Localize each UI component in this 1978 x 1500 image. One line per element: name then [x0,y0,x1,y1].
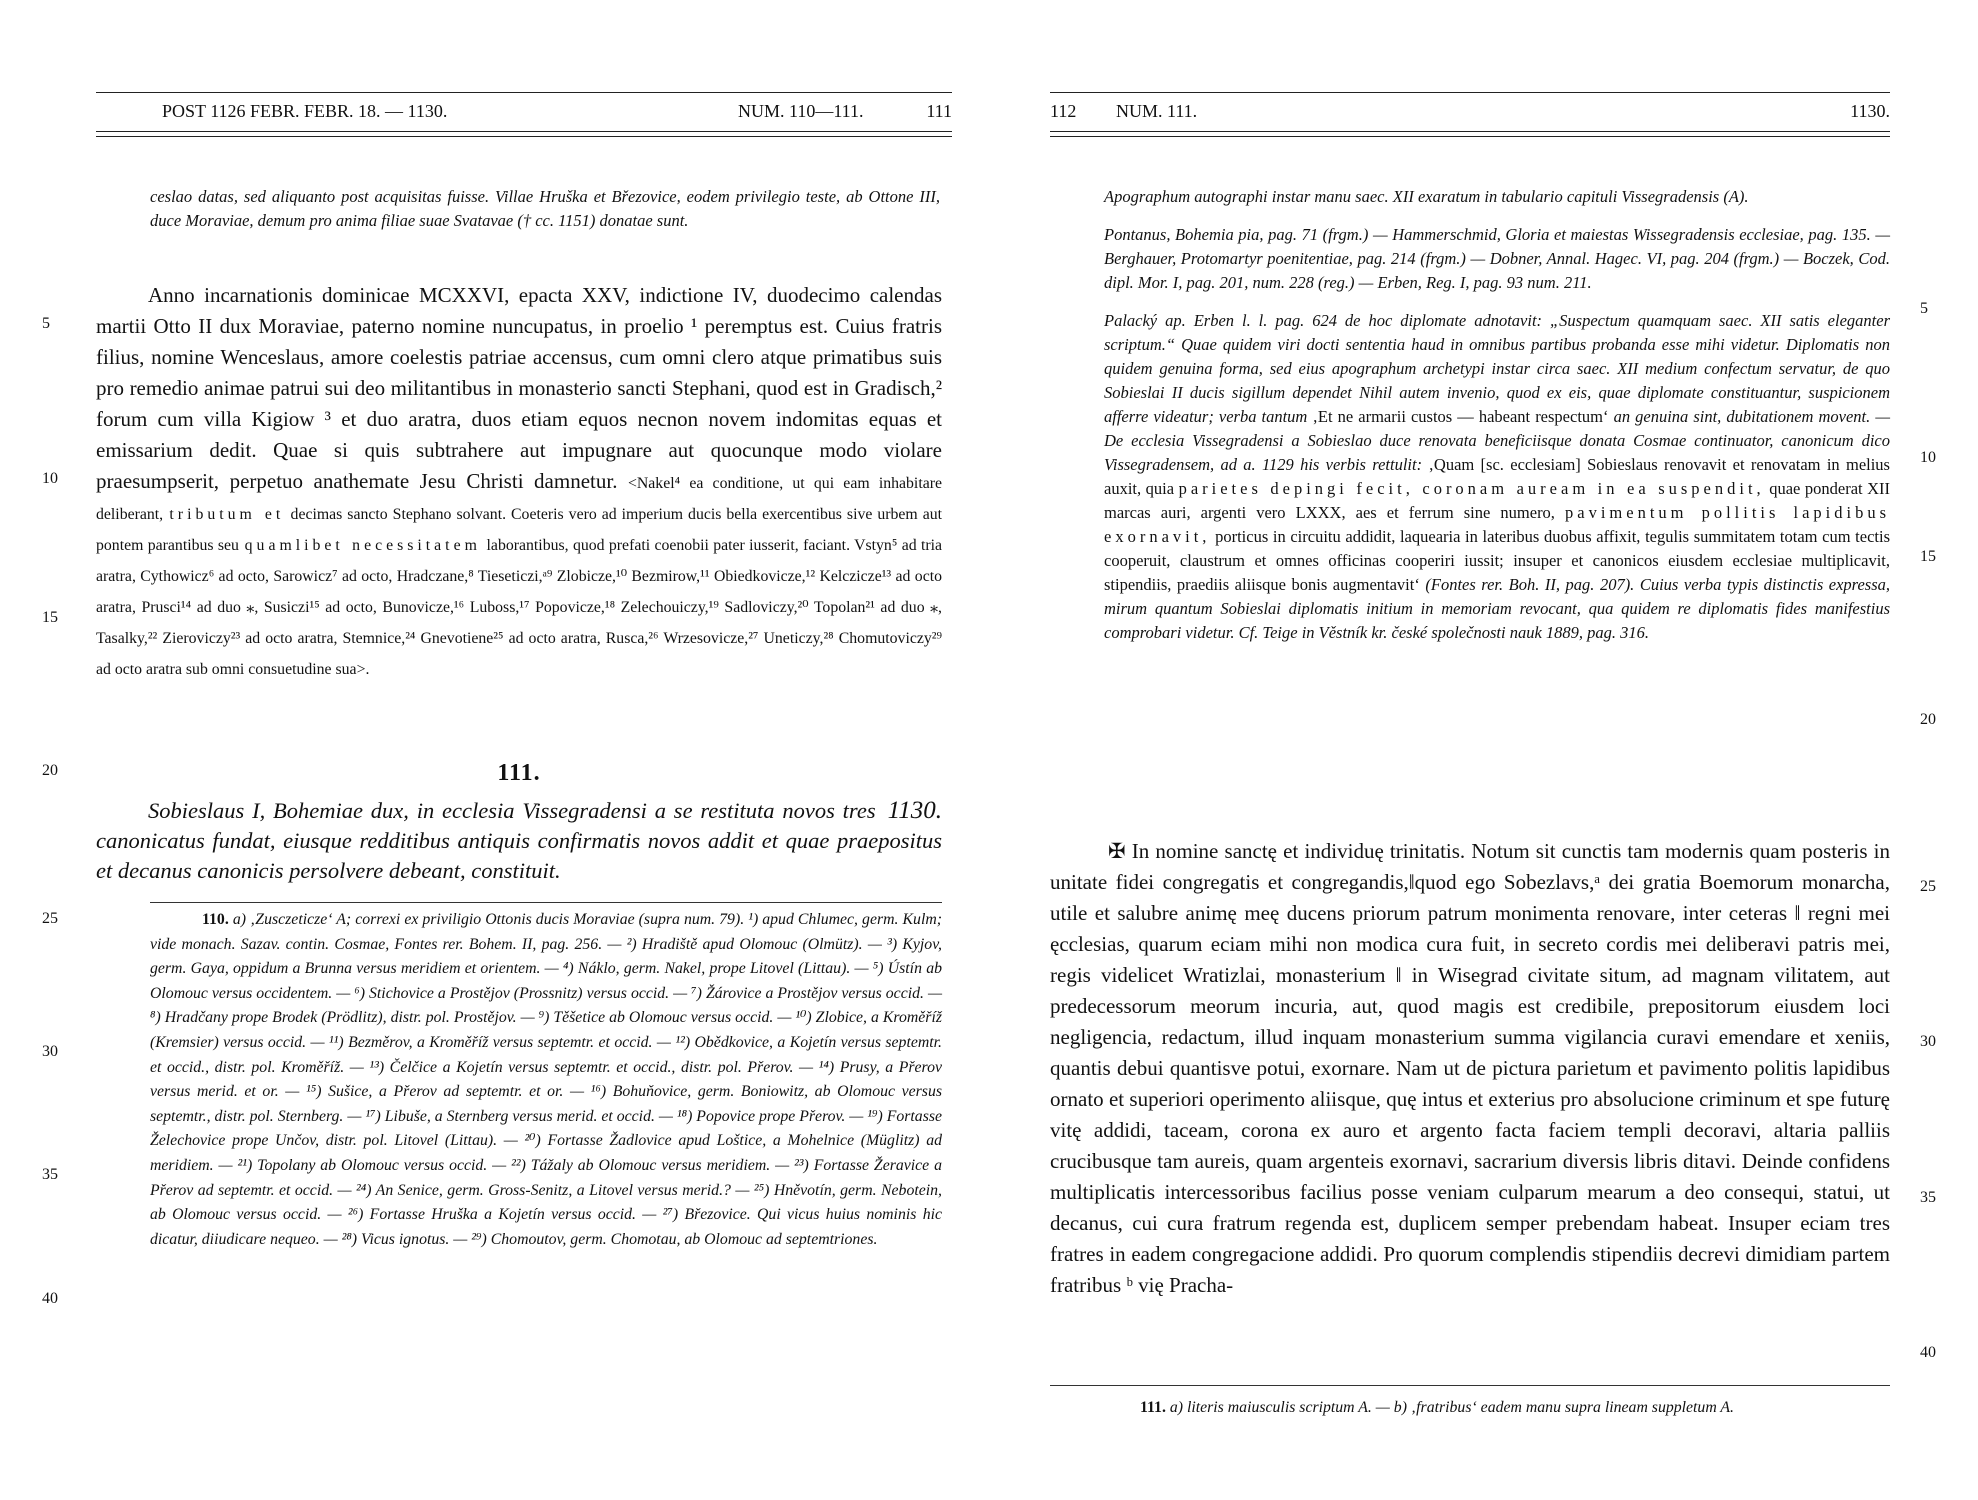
right-line-number: 10 [1920,449,1936,466]
left-page-number: 111 [926,101,952,121]
intro-note [150,185,940,233]
charter-text-body: ✠ In nomine sanctę et individuę trinitatis. Notum sit cunctis tam modernis quam posteris in unitate fidei congregatis et congregandis,‖quod ego Sobezlavs,ᵃ dei gratia Boemorum monarcha, utile et salubre animę meę ducens priorum patrum monimenta renovare, inter ceteras ‖ regni mei ęcclesias, quarum eciam mihi non modica cura fuit, in secreto cordis mei deliberavi patris mei, regis videlicet Wratizlai, monasterium ‖ in Wisegrad civitate situm, ad magnam vilitatem, aut predecessorum meorum incuria, aut, quod magis est credibile, prepositorum eiusdem loci negligencia, redactum, illud inquam monasterium summa vigilancia curavi emendare et xeniis, quantis debui quantisve potui, exornare. Nam ut de pictura parietum et pavimento politis lapidibus ornato et superiori operimento aliisque, quę intus et exterius pro absolucione criminum et spe futurę vitę addidi, taceam, corona ex auro et argento facta faciem templi decoravi, altaria palliis crucibusque tam aureis, quam argenteis exornavi, sacrarium diversis libris ditavi. Deinde confidens multiplicatis intercessoribus facilius posse veniam culparum mearum a deo consequi, statui, ut decanus, cui cura fratrum regenda est, duplicem semper prebendam habeat. Insuper eciam tres fratres in eadem congregacione addidi. Pro quorum complendis stipendiis decrevi dimidiam partem fratribus ᵇ vię Pracha- [1050,839,1890,1297]
right-line-number: 15 [1920,548,1936,565]
left-header-num: NUM. 110—111. [738,101,864,121]
right-footnotes [1104,1396,1890,1421]
left-header-title: POST 1126 FEBR. FEBR. 18. — 1130. [162,101,448,121]
chronicle-text [96,280,942,683]
chronicle-insert-1: <Nakel⁴ ea conditione, ut qui eam inhabitare deliberant, [96,475,942,523]
right-line-number: 5 [1920,300,1928,317]
left-line-number: 20 [42,762,58,779]
right-line-number: 25 [1920,878,1936,895]
right-line-number: 20 [1920,711,1936,728]
commentary-quote-2b: quae ponderat XII marcas auri, argenti vero LXXX, aes et ferrum sine numero, [1104,479,1891,522]
chronicle-insert-3: laborantibus, quod prefati coenobii pater iusserit, faciant. Vstyn⁵ ad tria aratra, Cythowicz⁶ ad octo, Sarowicz⁷ ad octo, Hradczane,⁸ Tieseticzi,ᵃ⁹ Zlobicze,¹⁰ Bezmirow,¹¹ Obiedkovicze,¹² Kelczicze¹³ ad octo aratra, Prusci¹⁴ ad duo ⁎, Susiczi¹⁵ ad octo, Bunovicze,¹⁶ Luboss,¹⁷ Popovicze,¹⁸ Zelechouiczy,¹⁹ Sadloviczy,²⁰ Topolan²¹ ad duo ⁎, Tasalky,²² Zieroviczy²³ ad octo aratra, Stemnice,²⁴ Gnevotiene²⁵ ad octo aratra, Rusca,²⁶ Wrzesovicze,²⁷ Uneticzy,²⁸ Chomutoviczy²⁹ ad octo aratra sub omni consuetudine sua>. [96,537,943,678]
source-editions: Pontanus, Bohemia pia, pag. 71 (frgm.) — Hammerschmid, Gloria et maiestas Wissegradensis ecclesiae, pag. 135. — Berghauer, Protomartyr poenitentiae, pag. 214 (frgm.) — Dobner, Annal. Hagec. VI, pag. 204 (frgm.) — Boczek, Cod. dipl. Mor. I, pag. 201, num. 228 (reg.) — Erben, Reg. I, pag. 93 num. 211. [1104,225,1890,292]
right-line-number: 30 [1920,1033,1936,1050]
right-line-number: 40 [1920,1344,1936,1361]
left-footnotes [150,908,942,1252]
commentary-spaced-2: pavimentum pollitis lapidibus exornavit, [1104,503,1890,546]
right-page [989,0,1978,1500]
commentary-quote-1: ‚Et ne armarii custos — habeant respectum‘ [1312,407,1609,426]
source-tradition: Apographum autographi instar manu saec. XII exaratum in tabulario capituli Vissegradensis (A). [1104,187,1749,206]
regest-text: Sobieslaus I, Bohemiae dux, in ecclesia Vissegradensi a se restituta novos tres canonicatus fundat, eiusque redditibus antiquis confirmatis novos addit et quae praepositus et decanus canonicis persolvere debeant, constituit. [96,798,942,883]
left-running-header [96,92,952,132]
commentary-part-2: an genuina sint, dubitationem movent. — De ecclesia Vissegradensi a Sobieslao duce renovata beneficiisque donata Cosmae continuator, canonicum dico Vissegradensem, ad a. 1129 his verbis rettulit: [1104,407,1890,474]
left-line-number: 25 [42,910,58,927]
left-line-number: 40 [42,1290,58,1307]
chronicle-insert-2: decimas sancto Stephano solvant. Coeteris vero ad imperium ducis bella exercentibus sive urbem aut pontem parantibus seu [96,506,943,554]
commentary-spaced-1: parietes depingi fecit, coronam auream in ea suspendit, [1178,479,1765,498]
left-notes-text: a) ‚Zusczeticze‘ A; correxi ex priviligio Ottonis ducis Moraviae (supra num. 79). ¹) apud Chlumec, germ. Kulm; vide monach. Sazav. contin. Cosmae, Fontes rer. Bohem. II, pag. 256. — ²) Hradiště apud Olomouc (Olmütz). — ³) Kyjov, germ. Gaya, oppidum a Brunna versus meridiem et orientem. — ⁴) Náklo, germ. Nakel, prope Litovel (Littau). — ⁵) Ústín ab Olomouc versus occidentem. — ⁶) Stichovice a Prostějov (Prossnitz) versus occid. — ⁷) Žárovice a Prostějov versus occid. — ⁸) Hradčany prope Brodek (Prödlitz), distr. pol. Prostějov. — ⁹) Těšetice ab Olomouc versus occid. — ¹⁰) Zlobice, a Kroměříž (Kremsier) versus occid. — ¹¹) Bezměrov, a Kroměříž versus septemtr. et occid. — ¹²) Obědkovice, a Kojetín versus septemtr. et occid., distr. pol. Kroměříž. — ¹³) Čelčice a Kojetín versus septemtr. et occid., distr. pol. Přerov. — ¹⁴) Prusy, a Přerov versus merid. et or. — ¹⁵) Sušice, a Přerov ad septemtr. et or. — ¹⁶) Bohuňovice, germ. Boniowitz, ab Olomouc versus septemtr., distr. pol. Sternberg. — ¹⁷) Libuše, a Sternberg versus merid. et occid. — ¹⁸) Popovice prope Přerov. — ¹⁹) Fortasse Želechovice prope Unčov, distr. pol. Litovel (Littau). — ²⁰) Fortasse Žadlovice apud Loštice, a Mohelnice (Müglitz) ad meridiem. — ²¹) Topolany ab Olomouc versus occid. — ²²) Tážaly ab Olomouc versus meridiem. — ²³) Fortasse Žeravice a Přerov ad septemtr. et occid. — ²⁴) An Senice, germ. Gross-Senitz, a Litovel versus merid.? — ²⁵) Hněvotín, germ. Nebotein, ab Olomouc versus occid. — ²⁶) Fortasse Hruška a Kojetín versus occid. — ²⁷) Březovice. Qui vicus huius nominis hic dicatur, diiudicare nequeo. — ²⁸) Vicus ignotus. — ²⁹) Chomoutov, germ. Chomotau, ab Olomouc ad septemtriones. [150,911,942,1248]
chronicle-insert-spaced-1: tributum et [169,506,285,523]
right-running-header [1050,92,1890,132]
chronicle-insert-spaced-2: quamlibet necessitatem [244,537,481,554]
right-page-number: 112 [1050,101,1077,121]
commentary-quote-2a: ‚Quam [sc. ecclesiam] Sobieslaus renovavit et renovatam in melius auxit, quia [1104,455,1890,498]
commentary-part-1: Palacký ap. Erben l. l. pag. 624 de hoc diplomate adnotavit: „Suspectum quamquam saec. XII satis eleganter scriptum.“ Quae quidem viri docti sententia haud in omnibus partibus probanda esse mihi videtur. Diplomatis non quidem genuina forma, sed eius apographum archetypi instar circa saec. XII medium confectum servatur, de quo Sobieslai II ducis sigillum dependet Nihil autem invenio, quod ex eis, quae diplomate constituantur, suspicionem afferre videatur; verba tantum [1104,311,1890,426]
charter-text [1050,836,1890,1301]
document-number: 111. [497,760,541,786]
commentary-part-3: (Fontes rer. Boh. II, pag. 207). Cuius verba typis distinctis expressa, mirum quantum Sobieslai diplomatis initium in memoriam revocant, qua quidem re diplomatis fides manifestius comprobari videtur. Cf. Teige in Věstník kr. české společnosti nauk 1889, pag. 316. [1104,575,1891,642]
regest-date: 1130. [887,797,942,824]
right-notes-text: a) literis maiusculis scriptum A. — b) ‚fratribus‘ eadem manu supra lineam suppletum A. [1169,1399,1734,1416]
left-notes-label: 110. [202,911,229,928]
left-line-number: 10 [42,470,58,487]
left-line-number: 35 [42,1166,58,1183]
right-notes-rule [1050,1385,1890,1386]
intro-note-text: ceslao datas, sed aliquanto post acquisitas fuisse. Villae Hruška et Březovice, eodem privilegio teste, ab Ottone III, duce Moraviae, demum pro anima filiae suae Svatavae († cc. 1151) donatae sunt. [150,187,940,230]
left-notes-rule [150,902,942,903]
left-line-number: 15 [42,609,58,626]
right-header-num: NUM. 111. [1116,101,1198,121]
left-line-number: 30 [42,1043,58,1060]
left-line-number: 5 [42,315,50,332]
commentary [1104,309,1890,645]
right-header-year: 1130. [1850,101,1890,121]
right-line-number: 35 [1920,1189,1936,1206]
commentary-quote-2c: porticus in circuitu addidit, laquearia in lateribus duobus affixit, tegulis summitatem totam cum tectis cooperuit, claustrum et omnes officinas cooperiri iussit; insuper et canonicos eiusdem ecclesiae multiplicavit, stipendiis, praediis aliisque bonis augmentavit‘ [1104,527,1890,594]
regest [96,796,942,886]
sources-and-commentary [1104,185,1890,645]
chronicle-main: Anno incarnationis dominicae MCXXVI, epacta XXV, indictione IV, duodecimo calendas martii Otto II dux Moraviae, paterno nomine nuncupatus, in proelio ¹ peremptus est. Cuius fratris filius, nomine Wenceslaus, amore coelestis patriae accensus, cum omni clero atque primatibus suis pro remedio animae patrui sui deo militantibus in monasterio sancti Stephani, quod est in Gradisch,² forum cum villa Kigiow ³ et duo aratra, duos etiam equos necnon novem indomitas equas et emissarium dedit. Quae si quis subtrahere aut impugnare aut quocunque modo violare praesumpserit, perpetuo anathemate Jesu Christi damnetur. [96,283,942,493]
right-notes-label: 111. [1140,1399,1166,1416]
